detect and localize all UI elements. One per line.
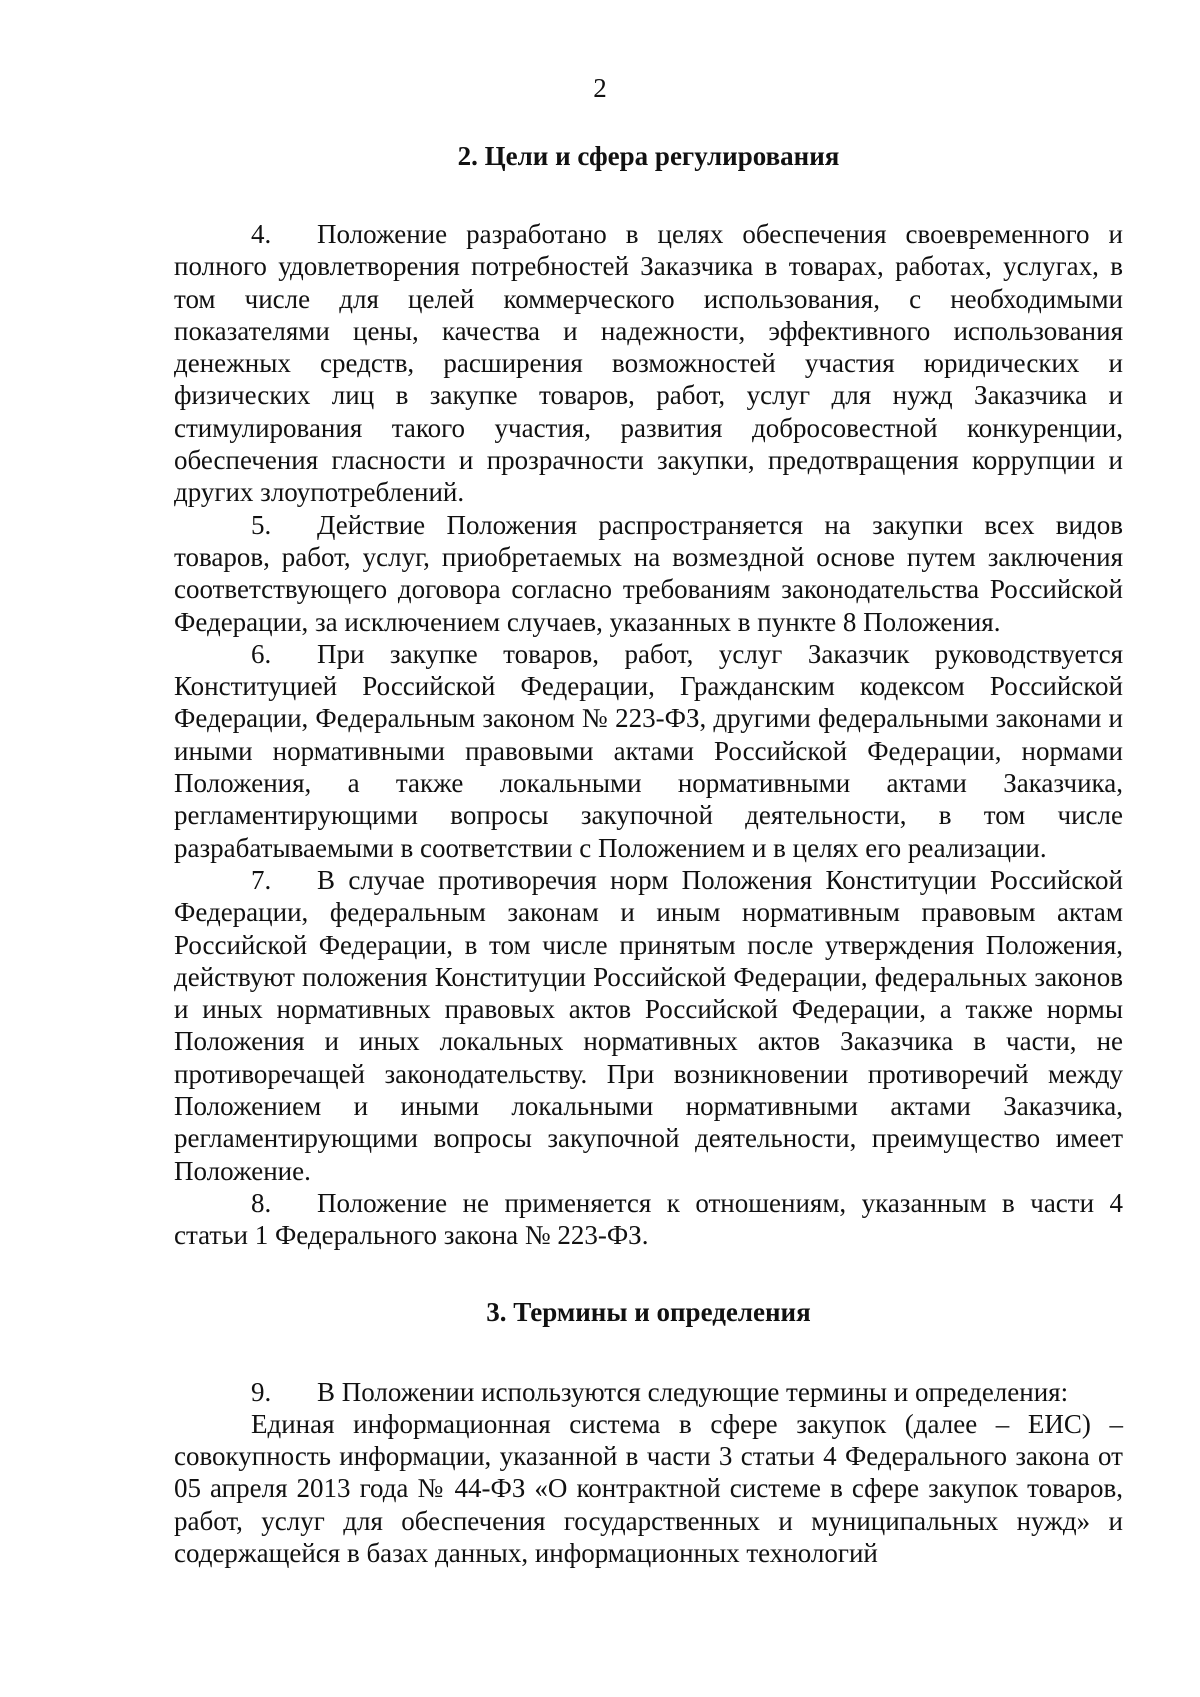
page-number: 2 — [593, 73, 607, 103]
section-2-title: 2. Цели и сфера регулирования — [457, 141, 840, 171]
item-number: 4. — [251, 219, 272, 249]
item-number: 7. — [251, 864, 272, 895]
paragraph-text: Положение разработано в целях обеспечения своевременного и полного удовлетворения потребностей Заказчика в товарах, работах, услугах, в том числе для целей коммерческого использования, с необходимыми показателями цены, качества и надежности, эффективного использования денежных средств, расширения возможностей участия юридических и физических лиц в закупке товаров, работ, услуг для нужд Заказчика и стимулирования такого участия, развития добросовестной конкуренции, обеспечения гласности и прозрачности закупки, предотвращения коррупции и других злоупотреблений. — [174, 219, 1123, 508]
paragraph-5 — [174, 509, 1123, 638]
definition-eis: Единая информационная система в сфере закупок (далее – ЕИС) – совокупность информации, указанной в части 3 статьи 4 Федерального закона от 05 апреля 2013 года № 44-ФЗ «О контрактной системе в сфере закупок товаров, работ, услуг для обеспечения государственных и муниципальных нужд» и содержащейся в базах данных, информационных технологий — [174, 1408, 1123, 1568]
paragraph-text: При закупке товаров, работ, услуг Заказчик руководствуется Конституцией Российской Федерации, Гражданским кодексом Российской Федерации, Федеральным законом № 223-ФЗ, другими федеральными законами и иными нормативными правовыми актами Российской Федерации, нормами Положения, а также локальными нормативными актами Заказчика, регламентирующими вопросы закупочной деятельности, в том числе разрабатываемыми в соответствии с Положением и в целях его реализации. — [174, 638, 1123, 863]
paragraph-text: В Положении используются следующие термины и определения: — [317, 1376, 1069, 1407]
paragraph-6 — [174, 638, 1123, 864]
document-body — [174, 140, 1123, 1569]
paragraph-8 — [174, 1187, 1123, 1252]
paragraph-7 — [174, 864, 1123, 1187]
paragraph-9 — [174, 1376, 1123, 1408]
paragraph-4 — [174, 218, 1123, 509]
item-number: 6. — [251, 638, 272, 669]
item-number: 9. — [251, 1376, 272, 1407]
item-number: 5. — [251, 509, 272, 540]
section-3-title: 3. Термины и определения — [486, 1296, 811, 1327]
paragraph-text: Действие Положения распространяется на закупки всех видов товаров, работ, услуг, приобретаемых на возмездной основе путем заключения соответствующего договора согласно требованиям законодательства Российской Федерации, за исключением случаев, указанных в пункте 8 Положения. — [174, 509, 1123, 637]
paragraph-text: Положение не применяется к отношениям, указанным в части 4 статьи 1 Федерального закона № 223-ФЗ. — [174, 1187, 1123, 1251]
item-number: 8. — [251, 1187, 272, 1218]
paragraph-text: В случае противоречия норм Положения Конституции Российской Федерации, федеральным законам и иным нормативным правовым актам Российской Федерации, в том числе принятым после утверждения Положения, действуют положения Конституции Российской Федерации, федеральных законов и иных нормативных правовых актов Российской Федерации, а также нормы Положения и иных локальных нормативных актов Заказчика в части, не противоречащей законодательству. При возникновении противоречий между Положением и иными локальными нормативными актами Заказчика, регламентирующими вопросы закупочной деятельности, преимущество имеет Положение. — [174, 864, 1123, 1186]
